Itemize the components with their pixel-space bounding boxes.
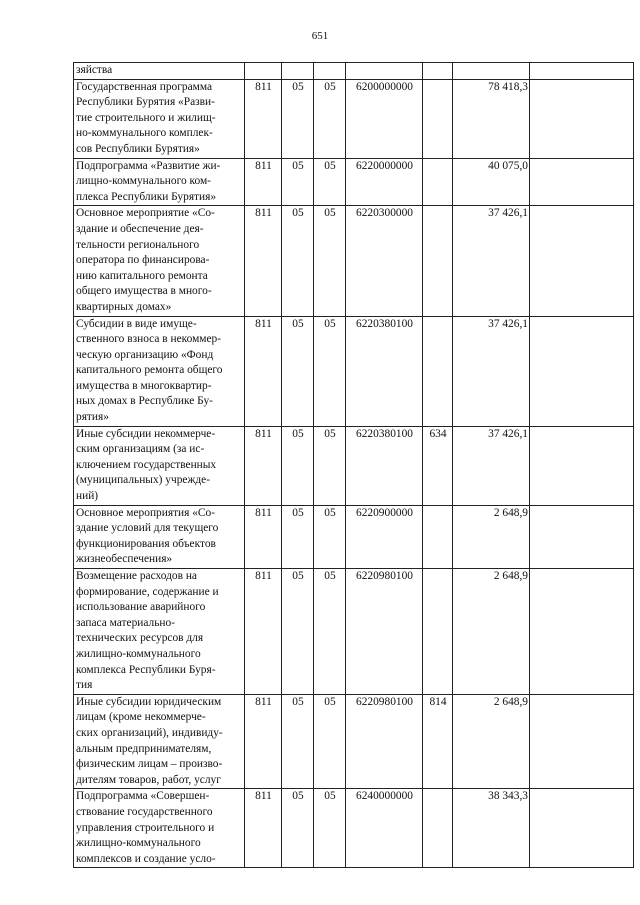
table-row [74, 694, 634, 789]
subsection-code: 05 [314, 158, 346, 206]
amount: 2 648,9 [453, 569, 530, 695]
section-code: 05 [282, 505, 314, 568]
expense-type-code: 634 [423, 426, 453, 505]
subsection-code: 05 [314, 505, 346, 568]
subsection-code: 05 [314, 426, 346, 505]
target-article-code: 6220300000 [346, 206, 423, 316]
row-name: зяйства [74, 63, 245, 80]
empty-column [530, 63, 634, 80]
table-row [74, 63, 634, 80]
row-name: Иные субсидии некоммерче- ским организациям (за ис- ключением государственных (муниципальных) учрежде- ний) [74, 426, 245, 505]
ministry-code: 811 [245, 694, 282, 789]
row-name: Иные субсидии юридическим лицам (кроме некоммерче- ских организаций), индивиду- альным предпринимателям, физическим лицам – произво- дителям товаров, работ, услуг [74, 694, 245, 789]
table-row [74, 79, 634, 158]
row-name: Подпрограмма «Совершен- ствование государственного управления строительного и жилищно-коммунального комплексов и создание усло- [74, 789, 245, 868]
target-article-code: 6220000000 [346, 158, 423, 206]
ministry-code: 811 [245, 789, 282, 868]
row-name: Государственная программа Республики Бурятия «Разви- тие строительного и жилищ- но-коммунального комплек- сов Республики Бурятия» [74, 79, 245, 158]
amount: 78 418,3 [453, 79, 530, 158]
section-code [282, 63, 314, 80]
row-name: Основное мероприятия «Со- здание условий для текущего функционирования объектов жизнеобеспечения» [74, 505, 245, 568]
subsection-code: 05 [314, 79, 346, 158]
row-name: Возмещение расходов на формирование, содержание и использование аварийного запаса материально- технических ресурсов для жилищно-коммунального комплекса Республики Буря- тия [74, 569, 245, 695]
table-row [74, 789, 634, 868]
row-name: Субсидии в виде имуще- ственного взноса в некоммер- ческую организацию «Фонд капитального ремонта общего имущества в многоквартир- ных домах в Республике Бу- рятия» [74, 316, 245, 426]
amount: 37 426,1 [453, 426, 530, 505]
section-code: 05 [282, 426, 314, 505]
ministry-code: 811 [245, 79, 282, 158]
amount: 38 343,3 [453, 789, 530, 868]
amount: 37 426,1 [453, 316, 530, 426]
target-article-code: 6220380100 [346, 426, 423, 505]
target-article-code [346, 63, 423, 80]
expense-type-code [423, 789, 453, 868]
table-row [74, 569, 634, 695]
subsection-code: 05 [314, 206, 346, 316]
section-code: 05 [282, 789, 314, 868]
empty-column [530, 79, 634, 158]
ministry-code: 811 [245, 316, 282, 426]
expense-type-code [423, 569, 453, 695]
empty-column [530, 316, 634, 426]
ministry-code: 811 [245, 569, 282, 695]
page-number: 651 [311, 30, 329, 42]
subsection-code: 05 [314, 316, 346, 426]
section-code: 05 [282, 316, 314, 426]
amount [453, 63, 530, 80]
table-row [74, 158, 634, 206]
amount: 2 648,9 [453, 694, 530, 789]
subsection-code: 05 [314, 789, 346, 868]
row-name: Подпрограмма «Развитие жи- лищно-коммунального ком- плекса Республики Бурятия» [74, 158, 245, 206]
expense-type-code [423, 63, 453, 80]
section-code: 05 [282, 206, 314, 316]
empty-column [530, 426, 634, 505]
table-row [74, 316, 634, 426]
expense-type-code [423, 79, 453, 158]
expense-type-code [423, 505, 453, 568]
amount: 37 426,1 [453, 206, 530, 316]
budget-table [73, 62, 634, 868]
ministry-code: 811 [245, 206, 282, 316]
section-code: 05 [282, 569, 314, 695]
subsection-code [314, 63, 346, 80]
subsection-code: 05 [314, 569, 346, 695]
target-article-code: 6220900000 [346, 505, 423, 568]
ministry-code: 811 [245, 426, 282, 505]
ministry-code: 811 [245, 505, 282, 568]
ministry-code [245, 63, 282, 80]
table-row [74, 206, 634, 316]
expense-type-code: 814 [423, 694, 453, 789]
empty-column [530, 505, 634, 568]
target-article-code: 6240000000 [346, 789, 423, 868]
empty-column [530, 789, 634, 868]
amount: 40 075,0 [453, 158, 530, 206]
empty-column [530, 206, 634, 316]
ministry-code: 811 [245, 158, 282, 206]
target-article-code: 6220380100 [346, 316, 423, 426]
empty-column [530, 158, 634, 206]
empty-column [530, 569, 634, 695]
amount: 2 648,9 [453, 505, 530, 568]
expense-type-code [423, 158, 453, 206]
section-code: 05 [282, 694, 314, 789]
target-article-code: 6220980100 [346, 569, 423, 695]
expense-type-code [423, 206, 453, 316]
subsection-code: 05 [314, 694, 346, 789]
section-code: 05 [282, 158, 314, 206]
section-code: 05 [282, 79, 314, 158]
target-article-code: 6200000000 [346, 79, 423, 158]
target-article-code: 6220980100 [346, 694, 423, 789]
table-row [74, 505, 634, 568]
table-row [74, 426, 634, 505]
empty-column [530, 694, 634, 789]
expense-type-code [423, 316, 453, 426]
row-name: Основное мероприятие «Со- здание и обеспечение дея- тельности регионального оператора по финансирова- нию капитального ремонта общего имущества в много- квартирных домах» [74, 206, 245, 316]
